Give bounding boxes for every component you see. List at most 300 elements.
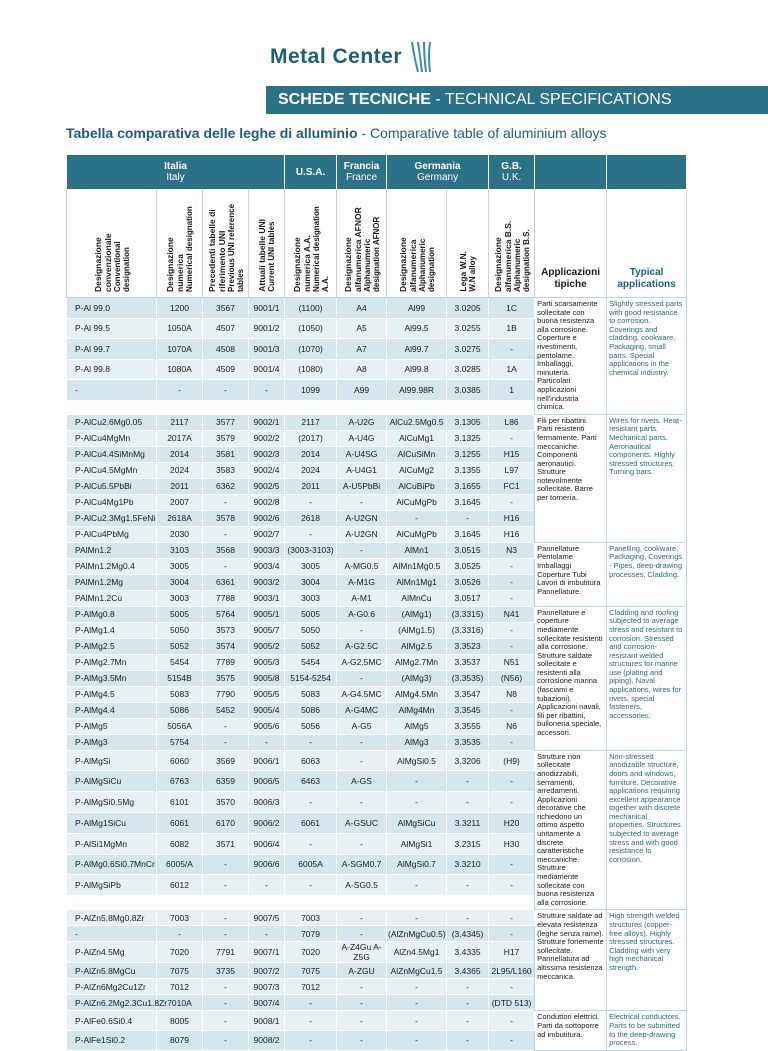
table-cell: 7075 — [285, 963, 337, 979]
table-cell: 3571 — [203, 833, 249, 854]
table-cell: AlMgSi0.5 — [387, 750, 447, 771]
table-cell: 5056A — [157, 718, 203, 734]
col-header-1: Designazione numerica Numerical designation — [157, 190, 203, 298]
table-cell: 3578 — [203, 510, 249, 526]
table-cell: 3575 — [203, 670, 249, 686]
table-cell — [387, 400, 447, 414]
table-cell: 3735 — [203, 963, 249, 979]
table-cell: 9007/4 — [249, 995, 285, 1011]
table-cell: A-GSUC — [337, 813, 387, 834]
table-cell: PAlMn1.2Cu — [67, 590, 157, 606]
table-cell: 3.4335 — [447, 942, 489, 963]
table-cell: AlMg5 — [387, 718, 447, 734]
table-cell: - — [387, 771, 447, 792]
country-gb: G.B. U.K. — [489, 155, 535, 190]
table-cell: 2024 — [157, 462, 203, 478]
table-cell: 3.1355 — [447, 462, 489, 478]
table-cell: (AlZnMgCu0.5) — [387, 926, 447, 942]
table-cell: 1050A — [157, 318, 203, 339]
table-cell: A-U4G — [337, 430, 387, 446]
table-cell: (H9) — [489, 750, 535, 771]
table-cell: 3.1325 — [447, 430, 489, 446]
col-header-7: Lega W.N. W.N alloy — [447, 190, 489, 298]
table-cell: 9005/7 — [249, 622, 285, 638]
table-cell: 7020 — [157, 942, 203, 963]
table-cell: 3005 — [157, 558, 203, 574]
table-cell: P-AlCu4.5MgMn — [67, 462, 157, 478]
table-cell: 5083 — [157, 686, 203, 702]
table-cell: H16 — [489, 510, 535, 526]
page-title — [66, 125, 607, 141]
table-cell: 3.1305 — [447, 414, 489, 430]
table-cell: - — [489, 574, 535, 590]
table-cell: 6061 — [285, 813, 337, 834]
applications-en: Cladding and roofing subjected to average stress and resistant to corrosion. Stressed and corrosion-resistant welded structures for marine use (plating and piping). Naval applications, wires for rivets, special fasteners, accessories. — [607, 606, 687, 750]
logo-wave-icon — [408, 40, 436, 74]
table-cell: - — [203, 380, 249, 401]
table-cell: A-M1 — [337, 590, 387, 606]
table-cell: P-AlCu2.6Mg0.05 — [67, 414, 157, 430]
table-cell: N8 — [489, 686, 535, 702]
table-cell: 5086 — [285, 702, 337, 718]
table-cell: 3.1645 — [447, 526, 489, 542]
table-cell: - — [285, 494, 337, 510]
table-cell: 3004 — [285, 574, 337, 590]
table-cell: 3579 — [203, 430, 249, 446]
table-cell: AlZn4.5Mg1 — [387, 942, 447, 963]
table-cell: 9006/4 — [249, 833, 285, 854]
table-cell: 4507 — [203, 318, 249, 339]
banner-bold: SCHEDE TECNICHE — [278, 91, 431, 108]
table-cell: 5005 — [157, 606, 203, 622]
table-cell: - — [489, 430, 535, 446]
table-cell: AlCuMgPb — [387, 526, 447, 542]
table-cell — [249, 896, 285, 910]
table-cell: - — [489, 339, 535, 360]
table-cell: - — [489, 590, 535, 606]
table-cell: - — [249, 734, 285, 750]
table-cell: 2117 — [157, 414, 203, 430]
table-cell: 9002/7 — [249, 526, 285, 542]
col-header-app-en: Typical applications — [607, 190, 687, 298]
table-cell: - — [489, 1031, 535, 1051]
table-cell: 2618A — [157, 510, 203, 526]
table-cell: H15 — [489, 446, 535, 462]
table-cell: A-MG0.5 — [337, 558, 387, 574]
table-cell: 7079 — [285, 926, 337, 942]
table-cell: H16 — [489, 526, 535, 542]
table-cell: - — [337, 670, 387, 686]
applications-en: High strength welded structures (copper-free alloys). Highly stressed structures. Cladding with very high mechanical strength. — [607, 910, 687, 1011]
table-cell: (1080) — [285, 359, 337, 380]
table-cell: - — [489, 771, 535, 792]
table-cell: P-AlMg1SiCu — [67, 813, 157, 834]
table-cell — [447, 400, 489, 414]
table-cell — [337, 896, 387, 910]
table-cell: H30 — [489, 833, 535, 854]
table-cell: - — [203, 1031, 249, 1051]
logo-text: Metal Center — [270, 45, 403, 68]
table-cell — [249, 400, 285, 414]
column-header-row — [67, 190, 687, 298]
table-cell: 9002/2 — [249, 430, 285, 446]
table-cell: 3574 — [203, 638, 249, 654]
table-cell: 3.3523 — [447, 638, 489, 654]
table-cell: - — [203, 926, 249, 942]
table-cell: - — [387, 910, 447, 926]
table-cell: - — [387, 1031, 447, 1051]
table-cell: (2017) — [285, 430, 337, 446]
table-cell: A-G5 — [337, 718, 387, 734]
table-cell — [285, 896, 337, 910]
table-cell: N3 — [489, 542, 535, 558]
table-cell: A-SGM0.7 — [337, 854, 387, 875]
table-cell: - — [203, 979, 249, 995]
table-cell: A-U4SG — [337, 446, 387, 462]
table-cell: 9003/2 — [249, 574, 285, 590]
table-cell: 4509 — [203, 359, 249, 380]
table-cell: 6005/A — [157, 854, 203, 875]
table-cell: N51 — [489, 654, 535, 670]
table-cell: AlMn1Mg0.5 — [387, 558, 447, 574]
table-cell: 2011 — [285, 478, 337, 494]
table-cell: AlMn1 — [387, 542, 447, 558]
table-cell: AlMg2.5 — [387, 638, 447, 654]
table-cell: - — [203, 875, 249, 896]
table-cell: A-Z4Gu A-Z5G — [337, 942, 387, 963]
table-cell — [489, 400, 535, 414]
table-cell: - — [285, 1011, 337, 1031]
table-cell: 3.3555 — [447, 718, 489, 734]
applications-it: Strutture saldate ad elevata resistenza (leghe senza rame). Strutture fortemente sollecitate. Pannellatura ad altissima resistenza meccanica. — [535, 910, 607, 1011]
table-cell: 3.0517 — [447, 590, 489, 606]
table-cell: P-AlMgSi — [67, 750, 157, 771]
table-cell: P-AlMg2.5 — [67, 638, 157, 654]
table-cell: 9002/4 — [249, 462, 285, 478]
table-cell: - — [337, 792, 387, 813]
table-cell: 4508 — [203, 339, 249, 360]
table-cell: - — [489, 910, 535, 926]
table-cell: 3583 — [203, 462, 249, 478]
table-cell: 3577 — [203, 414, 249, 430]
table-cell: 1C — [489, 298, 535, 319]
table-cell: - — [285, 526, 337, 542]
table-cell: 9008/1 — [249, 1011, 285, 1031]
table-cell: - — [489, 558, 535, 574]
table-cell: P-AlCu4.4SiMnMg — [67, 446, 157, 462]
table-cell: - — [447, 910, 489, 926]
table-cell: P-Al 99.0 — [67, 298, 157, 319]
table-cell: P-AlMg3 — [67, 734, 157, 750]
table-cell: - — [203, 734, 249, 750]
table-cell: 2117 — [285, 414, 337, 430]
table-cell: P-AlMg1.4 — [67, 622, 157, 638]
table-cell: A-G2.5C — [337, 638, 387, 654]
table-row — [67, 1011, 687, 1031]
table-cell: 7791 — [203, 942, 249, 963]
table-cell: 3570 — [203, 792, 249, 813]
table-cell: - — [337, 926, 387, 942]
table-cell: - — [203, 526, 249, 542]
logo — [270, 40, 436, 74]
table-cell: 3.3537 — [447, 654, 489, 670]
table-cell: 9006/3 — [249, 792, 285, 813]
table-cell: - — [203, 718, 249, 734]
table-cell: 5754 — [157, 734, 203, 750]
table-cell: AlMgSi1 — [387, 833, 447, 854]
table-cell: 9003/1 — [249, 590, 285, 606]
col-header-6: Designazione alfanumerica Alphanumeric designation — [387, 190, 447, 298]
country-italy: Italia Italy — [67, 155, 285, 190]
table-cell: 6060 — [157, 750, 203, 771]
table-cell: AlCuMg1 — [387, 430, 447, 446]
table-cell: AlCu2.5Mg0.5 — [387, 414, 447, 430]
table-cell: 3.1655 — [447, 478, 489, 494]
table-cell: 9002/6 — [249, 510, 285, 526]
table-cell: 5452 — [203, 702, 249, 718]
table-cell: 5050 — [157, 622, 203, 638]
table-cell — [157, 896, 203, 910]
table-cell: A-U5PbBi — [337, 478, 387, 494]
table-cell: P-AlCu2.3Mg1.5FeNi — [67, 510, 157, 526]
table-cell: Al99.5 — [387, 318, 447, 339]
table-cell: 1080A — [157, 359, 203, 380]
table-cell — [387, 896, 447, 910]
table-cell: - — [489, 494, 535, 510]
table-cell: 3.4365 — [447, 963, 489, 979]
table-cell: 5050 — [285, 622, 337, 638]
table-cell: - — [337, 1011, 387, 1031]
table-cell: 3004 — [157, 574, 203, 590]
table-cell: - — [489, 875, 535, 896]
table-cell: AlMg2.7Mn — [387, 654, 447, 670]
table-cell: 3581 — [203, 446, 249, 462]
table-cell: - — [447, 979, 489, 995]
table-cell: 9005/6 — [249, 718, 285, 734]
table-cell: 7788 — [203, 590, 249, 606]
table-cell: 5086 — [157, 702, 203, 718]
table-cell: 9005/1 — [249, 606, 285, 622]
table-cell: 5454 — [157, 654, 203, 670]
table-cell: (1070) — [285, 339, 337, 360]
table-cell: 2L95/L160 — [489, 963, 535, 979]
table-cell: 1 — [489, 380, 535, 401]
table-cell: (3.3535) — [447, 670, 489, 686]
table-row — [67, 750, 687, 771]
table-cell: 9001/1 — [249, 298, 285, 319]
table-cell: - — [447, 875, 489, 896]
table-cell: - — [157, 926, 203, 942]
table-cell: - — [249, 380, 285, 401]
table-cell: - — [157, 380, 203, 401]
col-header-app-it: Applicazioni tipiche — [535, 190, 607, 298]
table-cell: 3.1645 — [447, 494, 489, 510]
applications-en: Wires for rivets. Heat-resistant parts. Mechanical parts. Aeronautical components. Highly stressed structures. Turning bars. — [607, 414, 687, 542]
table-cell: (3.3316) — [447, 622, 489, 638]
table-cell: A-U2GN — [337, 526, 387, 542]
table-cell: 5083 — [285, 686, 337, 702]
table-cell: - — [285, 792, 337, 813]
country-france: Francia France — [337, 155, 387, 190]
table-cell: - — [447, 995, 489, 1011]
table-cell: 3.0275 — [447, 339, 489, 360]
table-cell: - — [489, 734, 535, 750]
table-cell: AlCuMg2 — [387, 462, 447, 478]
table-cell: P-AlMg0.8 — [67, 606, 157, 622]
table-cell: 3.3535 — [447, 734, 489, 750]
table-cell: 5056 — [285, 718, 337, 734]
applications-it: Conduttori elettrici. Parti da sottoporre ad imbutitura. — [535, 1011, 607, 1050]
table-cell: 9006/1 — [249, 750, 285, 771]
table-cell: 2014 — [157, 446, 203, 462]
table-cell — [337, 400, 387, 414]
table-cell: AlZnMgCu1.5 — [387, 963, 447, 979]
table-cell: P-AlZn6Mg2Cu1Zr — [67, 979, 157, 995]
table-cell: A8 — [337, 359, 387, 380]
table-cell: (1050) — [285, 318, 337, 339]
table-cell: 3.0515 — [447, 542, 489, 558]
table-cell: - — [387, 792, 447, 813]
table-cell — [285, 400, 337, 414]
table-cell: L86 — [489, 414, 535, 430]
table-cell: - — [337, 1031, 387, 1051]
table-cell: - — [387, 510, 447, 526]
table-cell: 7790 — [203, 686, 249, 702]
table-cell: - — [203, 1011, 249, 1031]
table-cell: P-AlSi1MgMn — [67, 833, 157, 854]
table-cell: 3573 — [203, 622, 249, 638]
table-cell: 5764 — [203, 606, 249, 622]
table-cell: 7003 — [157, 910, 203, 926]
table-cell: 2014 — [285, 446, 337, 462]
table-cell: 5005 — [285, 606, 337, 622]
table-cell: N41 — [489, 606, 535, 622]
table-cell — [67, 896, 157, 910]
title-bold: Tabella comparativa delle leghe di alluminio — [66, 125, 358, 141]
table-cell: A5 — [337, 318, 387, 339]
table-cell: 9007/3 — [249, 979, 285, 995]
table-cell: (AlMg3) — [387, 670, 447, 686]
table-cell: 2030 — [157, 526, 203, 542]
table-cell: 1099 — [285, 380, 337, 401]
table-cell: P-AlCu4MgMn — [67, 430, 157, 446]
table-cell: - — [447, 792, 489, 813]
table-cell: A-GS — [337, 771, 387, 792]
country-blank-1 — [535, 155, 607, 190]
table-cell: P-AlFe1Si0.2 — [67, 1031, 157, 1051]
table-cell: A-G4MC — [337, 702, 387, 718]
banner-rest: - TECHNICAL SPECIFICATIONS — [430, 91, 672, 108]
table-cell: - — [203, 494, 249, 510]
table-cell: 3.0255 — [447, 318, 489, 339]
table-cell: A-M1G — [337, 574, 387, 590]
table-cell: 6005A — [285, 854, 337, 875]
table-cell: 2024 — [285, 462, 337, 478]
table-cell: - — [489, 638, 535, 654]
table-cell: P-Al 99.5 — [67, 318, 157, 339]
table-cell: - — [337, 622, 387, 638]
table-cell: H20 — [489, 813, 535, 834]
table-cell: 3.3210 — [447, 854, 489, 875]
table-cell: 6082 — [157, 833, 203, 854]
col-header-3: Attuali tabelle UNI Current UNI tables — [249, 190, 285, 298]
table-cell: 9001/4 — [249, 359, 285, 380]
table-cell: - — [489, 979, 535, 995]
table-cell: AlMgSiCu — [387, 813, 447, 834]
table-cell: A-SG0.5 — [337, 875, 387, 896]
col-header-2: Precedenti tabelle di riferimento UNI Previous UNI reference tables — [203, 190, 249, 298]
table-cell: 9006/5 — [249, 771, 285, 792]
table-cell: 7003 — [285, 910, 337, 926]
table-cell: - — [489, 926, 535, 942]
table-cell: 9002/3 — [249, 446, 285, 462]
table-cell: - — [67, 926, 157, 942]
table-cell: - — [285, 734, 337, 750]
table-cell: - — [447, 771, 489, 792]
table-cell: 2017A — [157, 430, 203, 446]
table-cell: 9002/8 — [249, 494, 285, 510]
table-cell: 3003 — [157, 590, 203, 606]
table-body — [67, 298, 687, 1051]
table-cell: A-G4.5MC — [337, 686, 387, 702]
table-cell: - — [285, 833, 337, 854]
table-cell: A-G2.5MC — [337, 654, 387, 670]
table-cell: (3003-3103) — [285, 542, 337, 558]
table-cell: 3.3206 — [447, 750, 489, 771]
table-cell: - — [285, 995, 337, 1011]
table-cell: 6361 — [203, 574, 249, 590]
table-cell: 5052 — [285, 638, 337, 654]
table-cell: - — [489, 792, 535, 813]
table-cell: 9001/2 — [249, 318, 285, 339]
table-cell: 6101 — [157, 792, 203, 813]
table-cell: - — [447, 1011, 489, 1031]
table-cell: P-Al 99.7 — [67, 339, 157, 360]
table-cell: 6063 — [285, 750, 337, 771]
table-cell: 3003 — [285, 590, 337, 606]
table-cell — [203, 896, 249, 910]
applications-it: Parti scarsamente sollecitate con buona resistenza alla corrosione. Coperture e rivestimenti, pentolame. Imballaggi, minuteria. Particolari applicazioni nell'industria chimica. — [535, 298, 607, 415]
table-cell: P-AlMgSiPb — [67, 875, 157, 896]
table-cell: 5154B — [157, 670, 203, 686]
table-cell: - — [337, 979, 387, 995]
table-cell: 7012 — [157, 979, 203, 995]
table-cell: A99 — [337, 380, 387, 401]
applications-it: Fili per ribattini. Parti resistenti fermamente. Parti meccaniche. Componenti aeronautici. Strutture notevolmente sollecitate. Barre per tornerìa. — [535, 414, 607, 542]
table-cell: 7789 — [203, 654, 249, 670]
table-cell: FC1 — [489, 478, 535, 494]
table-cell: 3568 — [203, 542, 249, 558]
table-cell: 6359 — [203, 771, 249, 792]
table-cell: (DTD 513) — [489, 995, 535, 1011]
table-cell: 9005/4 — [249, 702, 285, 718]
table-cell: - — [447, 510, 489, 526]
table-cell: Al99 — [387, 298, 447, 319]
table-cell: - — [203, 910, 249, 926]
table-cell: 7010A — [157, 995, 203, 1011]
col-header-5: Designazione alfanumerica AFNOR Alphanumeric designation AFNOR — [337, 190, 387, 298]
table-cell — [447, 896, 489, 910]
table-cell: (3.3315) — [447, 606, 489, 622]
table-cell: (N56) — [489, 670, 535, 686]
table-cell: (3.4345) — [447, 926, 489, 942]
table-cell: AlMg4Mn — [387, 702, 447, 718]
table-cell: - — [337, 910, 387, 926]
table-cell: - — [337, 494, 387, 510]
table-cell: P-AlMg4.5 — [67, 686, 157, 702]
table-cell: 6763 — [157, 771, 203, 792]
table-cell: 3.0526 — [447, 574, 489, 590]
